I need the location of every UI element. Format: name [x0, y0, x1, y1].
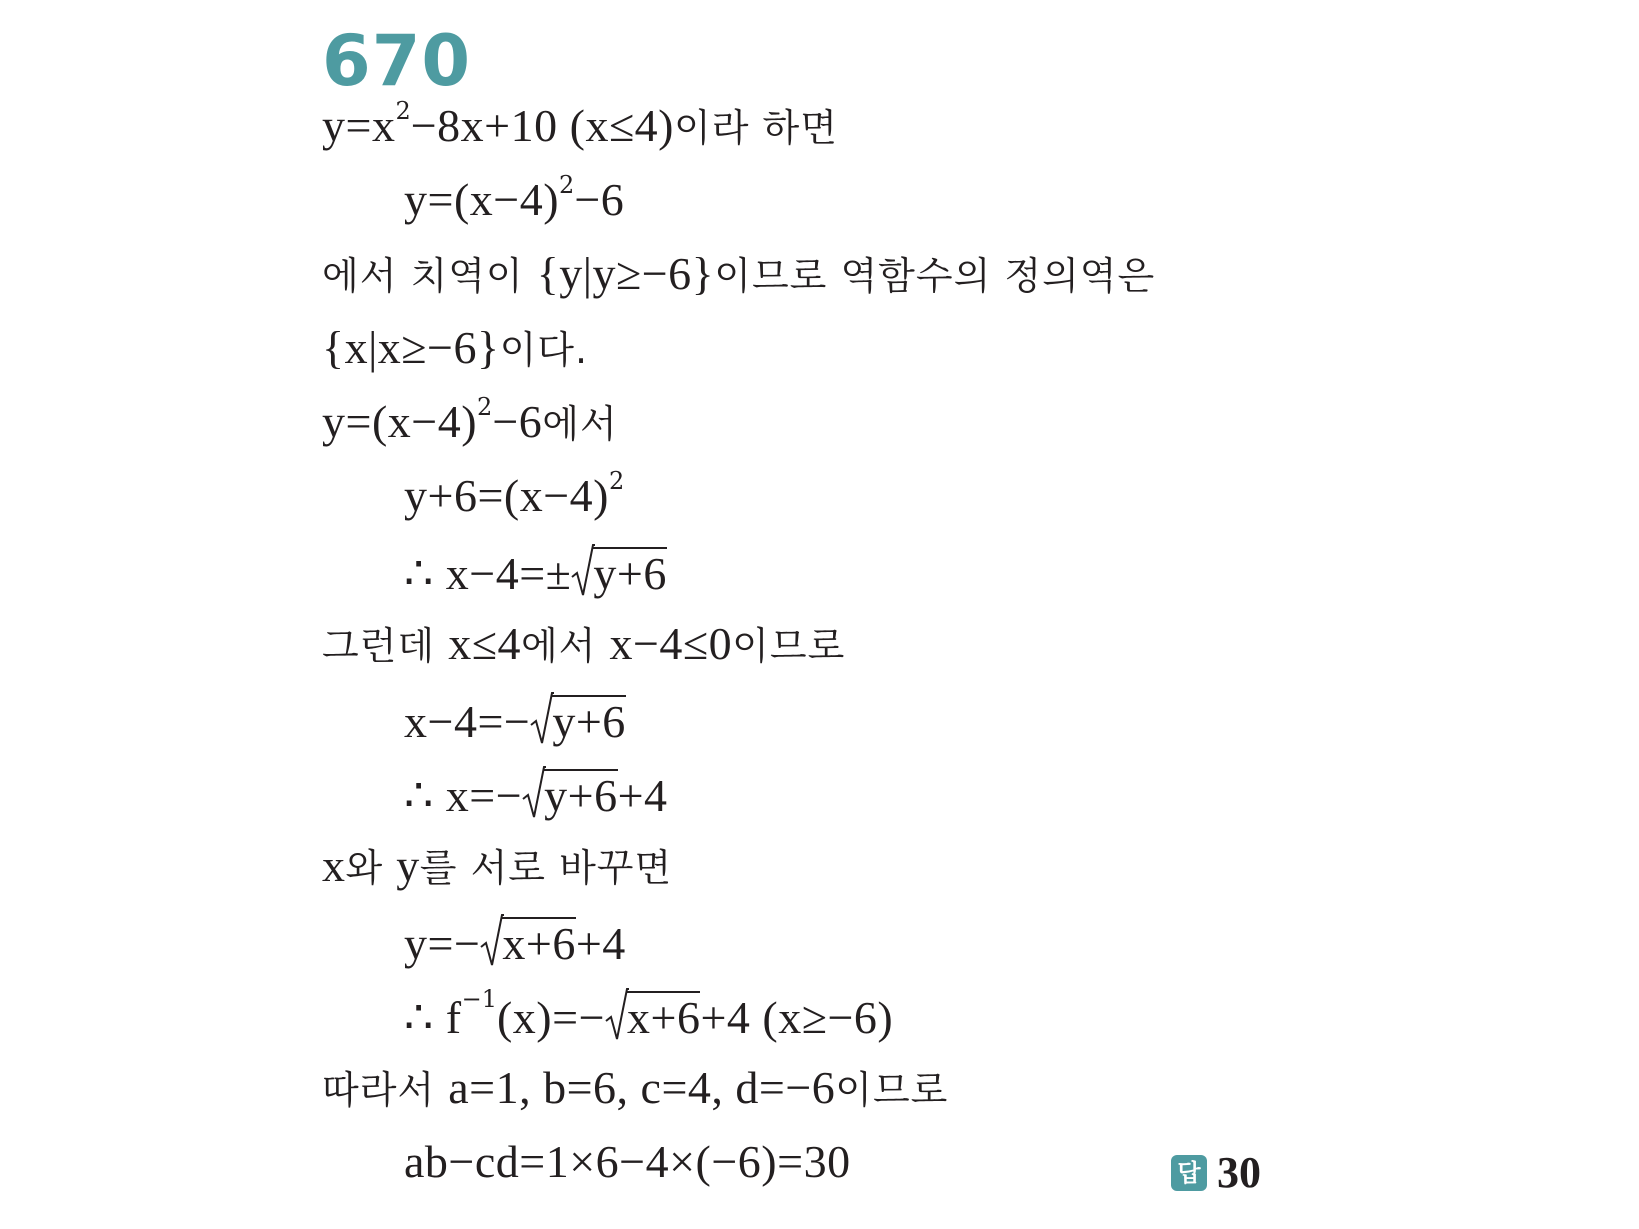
math-expression: +4 [617, 770, 668, 821]
math-expression: x≤4 [448, 618, 521, 669]
radical-sign-icon [480, 913, 504, 969]
solution-line-7 [404, 547, 667, 597]
radicand: x+6 [502, 918, 576, 969]
math-expression: y+6=(x−4) [404, 470, 609, 521]
radicand: y+6 [552, 696, 626, 747]
korean-text: 따라서 [322, 1068, 449, 1112]
korean-text: 이다. [499, 328, 589, 372]
korean-text: 이므로 [732, 624, 846, 668]
math-expression: ∴ x=− [404, 770, 523, 821]
math-expression: ∴ x−4=± [404, 548, 572, 599]
solution-line-8 [322, 618, 846, 669]
math-expression: +4 [575, 918, 626, 969]
answer-badge: 답 [1171, 1155, 1207, 1191]
solution-line-9 [404, 695, 626, 745]
solution-line-15 [404, 1136, 851, 1187]
solution-line-5 [322, 393, 618, 447]
math-expression: ∴ f [404, 992, 462, 1043]
solution-line-12 [404, 917, 626, 967]
answer-box [1171, 1147, 1261, 1198]
solution-line-4 [322, 322, 589, 373]
superscript: 2 [559, 171, 575, 199]
korean-text: 이므로 역함수의 정의역은 [714, 254, 1156, 298]
radical-sign-icon [571, 543, 595, 599]
math-expression: −6 [492, 396, 543, 447]
solution-line-10 [404, 769, 668, 819]
korean-text: 그런데 [322, 624, 449, 668]
korean-text: 에서 [542, 402, 618, 446]
square-root [530, 695, 625, 745]
superscript: 2 [477, 393, 493, 421]
korean-text: 에서 치역이 [322, 254, 537, 298]
radicand: y+6 [544, 770, 618, 821]
solution-line-6 [404, 467, 625, 521]
math-expression: +4 (x≥−6) [700, 992, 894, 1043]
math-expression: x−4=− [404, 696, 531, 747]
superscript: 2 [395, 97, 411, 125]
math-expression: y=(x−4) [322, 396, 478, 447]
math-expression: {x|x≥−6} [322, 322, 500, 373]
math-expression: x−4≤0 [609, 618, 733, 669]
math-expression: y=− [404, 918, 481, 969]
superscript: −1 [461, 985, 497, 1013]
radical-sign-icon [605, 987, 629, 1043]
square-root [522, 769, 617, 819]
solution-line-3 [322, 248, 1156, 299]
square-root [480, 917, 575, 967]
math-expression: {y|y≥−6} [536, 248, 715, 299]
math-expression: y [396, 840, 420, 891]
math-expression: y=x [322, 100, 396, 151]
superscript: 2 [608, 467, 625, 495]
korean-text: 를 서로 바꾸면 [419, 846, 673, 890]
korean-text: 이라 하면 [674, 106, 838, 150]
radicand: y+6 [593, 548, 667, 599]
math-expression: y=(x−4) [404, 174, 560, 225]
math-expression: −6 [574, 174, 625, 225]
solution-line-2 [404, 171, 625, 225]
solution-line-11 [322, 840, 673, 891]
korean-text: 이므로 [835, 1068, 949, 1112]
solution-line-1 [322, 97, 838, 151]
answer-value: 30 [1217, 1148, 1261, 1197]
math-expression: −8x+10 (x≤4) [410, 100, 675, 151]
korean-text: 에서 [520, 624, 610, 668]
radical-sign-icon [522, 765, 546, 821]
square-root [605, 991, 700, 1041]
math-expression: x [322, 840, 346, 891]
problem-number: 670 [322, 20, 472, 102]
square-root [571, 547, 666, 597]
math-expression: ab−cd=1×6−4×(−6)=30 [404, 1136, 851, 1187]
radical-sign-icon [530, 691, 554, 747]
korean-text: 와 [345, 846, 397, 890]
math-expression: (x)=− [496, 992, 606, 1043]
math-expression: a=1, b=6, c=4, d=−6 [448, 1062, 836, 1113]
solution-line-14 [322, 1062, 949, 1113]
radicand: x+6 [627, 992, 701, 1043]
solution-line-13 [404, 985, 894, 1043]
